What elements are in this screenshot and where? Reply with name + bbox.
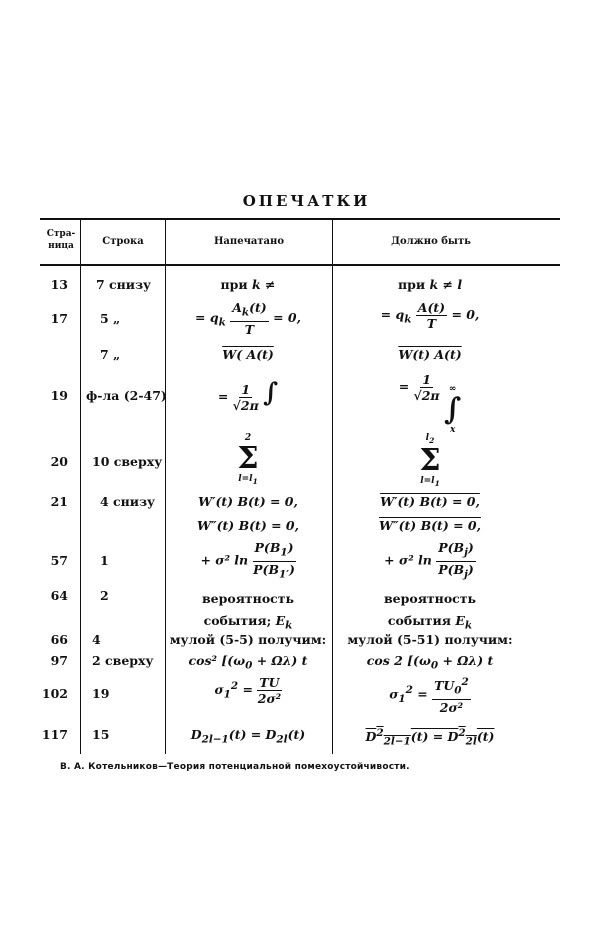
column-divider-2	[165, 219, 166, 754]
table-row-line: 4 снизу	[100, 494, 156, 509]
header-correct: Должно быть	[391, 236, 471, 247]
table-row-printed: + σ² ln $\frac{P(B_1)}{P(B_{1'})}$	[200, 540, 295, 580]
table-row-correct: мулой (5-51) получим:	[347, 632, 513, 647]
table-row-correct: W(t) A(t)	[398, 347, 462, 362]
table-row-line: 15	[92, 727, 110, 742]
table-row-printed: cos² [$(\omega_0 + \Omega\lambda)$ t	[188, 653, 308, 672]
table-row-correct: $D^2_{2l-1}(t) = D^2_{2l}(t)$	[365, 727, 495, 748]
table-row-correct: + σ² ln $\frac{P(B_j)}{P(B_j)}$	[384, 540, 474, 580]
table-row-line: 2 сверху	[92, 653, 154, 668]
table-row-line: 7 снизу	[96, 277, 152, 292]
table-row-page: 19	[50, 388, 68, 403]
table-row-line: 7 „	[100, 347, 121, 362]
table-row-page: 102	[41, 686, 68, 701]
table-row-page: 20	[50, 454, 68, 469]
table-row-correct: $l_2$ Σ $l=l_1$	[419, 433, 441, 488]
table-row-line: 1	[100, 553, 109, 568]
table-row-printed: = $\frac{1}{√2\pi}$ ∫	[217, 378, 279, 413]
header-line: Строка	[102, 236, 144, 247]
table-row-printed: при k ≠	[220, 277, 276, 292]
table-row-correct: = $\frac{1}{√2\pi}$ ∞ ∫ x	[398, 372, 462, 435]
table-row-correct: W″(t) B(t) = 0,	[379, 518, 481, 533]
table-row-printed: 2 Σ $l=l_1$	[237, 433, 259, 486]
table-row-line: 2	[100, 588, 109, 603]
table-row-line: 4	[92, 632, 101, 647]
table-row-page: 17	[50, 311, 68, 326]
table-row-line: 19	[92, 686, 110, 701]
table-row-correct: cos 2 [$(\omega_0 + \Omega\lambda)$ t	[366, 653, 494, 672]
table-top-rule	[40, 218, 560, 220]
table-row-printed: W( A(t)	[222, 347, 274, 362]
header-page: Стра- ница	[46, 229, 76, 251]
table-row-printed: W′(t) B(t) = 0,	[198, 494, 298, 509]
page-title: ОПЕЧАТКИ	[242, 192, 371, 210]
table-row-line: 10 сверху	[92, 454, 163, 469]
column-divider-1	[80, 219, 81, 754]
table-row-printed: W″(t) B(t) = 0,	[197, 518, 299, 533]
table-row-correct: $\sigma_1^2$ = $\frac{TU_0^2}{\text{2σ²}}$	[389, 676, 469, 715]
table-row-printed: $\sigma_1^2$ = $\frac{TU}{\text{2σ²}}$	[214, 675, 282, 706]
table-row-page: 64	[50, 588, 68, 603]
table-row-correct: при k ≠ l	[397, 277, 463, 292]
table-row-page: 117	[41, 727, 68, 742]
table-row-page: 66	[50, 632, 68, 647]
table-row-page: 57	[50, 553, 68, 568]
table-row-correct: вероятность события $E_k$	[383, 591, 477, 632]
table-header-rule	[40, 264, 560, 266]
table-row-line: ф-ла (2-47)	[86, 388, 167, 403]
table-row-line: 5 „	[100, 311, 121, 326]
table-row-page: 13	[50, 277, 68, 292]
column-divider-3	[332, 219, 333, 754]
table-row-printed: мулой (5-5) получим:	[169, 632, 327, 647]
table-row-correct: = $q_k$ $\frac{A(t)}{T}$ = 0,	[380, 300, 480, 331]
table-row-page: 97	[50, 653, 68, 668]
table-row-printed: вероятность события; $E_k$	[201, 591, 295, 632]
table-row-page: 21	[50, 494, 68, 509]
header-printed: Напечатано	[213, 236, 285, 247]
table-row-printed: $D_{2l-1}(t) = D_{2l}(t)$	[190, 727, 306, 746]
table-row-printed: = $q_k$ $\frac{A_k(t)}{T}$ = 0,	[195, 300, 301, 337]
footer-source: В. А. Котельников—Теория потенциальной помехоустойчивости.	[60, 762, 410, 772]
table-row-correct: W′(t) B(t) = 0,	[380, 494, 480, 509]
